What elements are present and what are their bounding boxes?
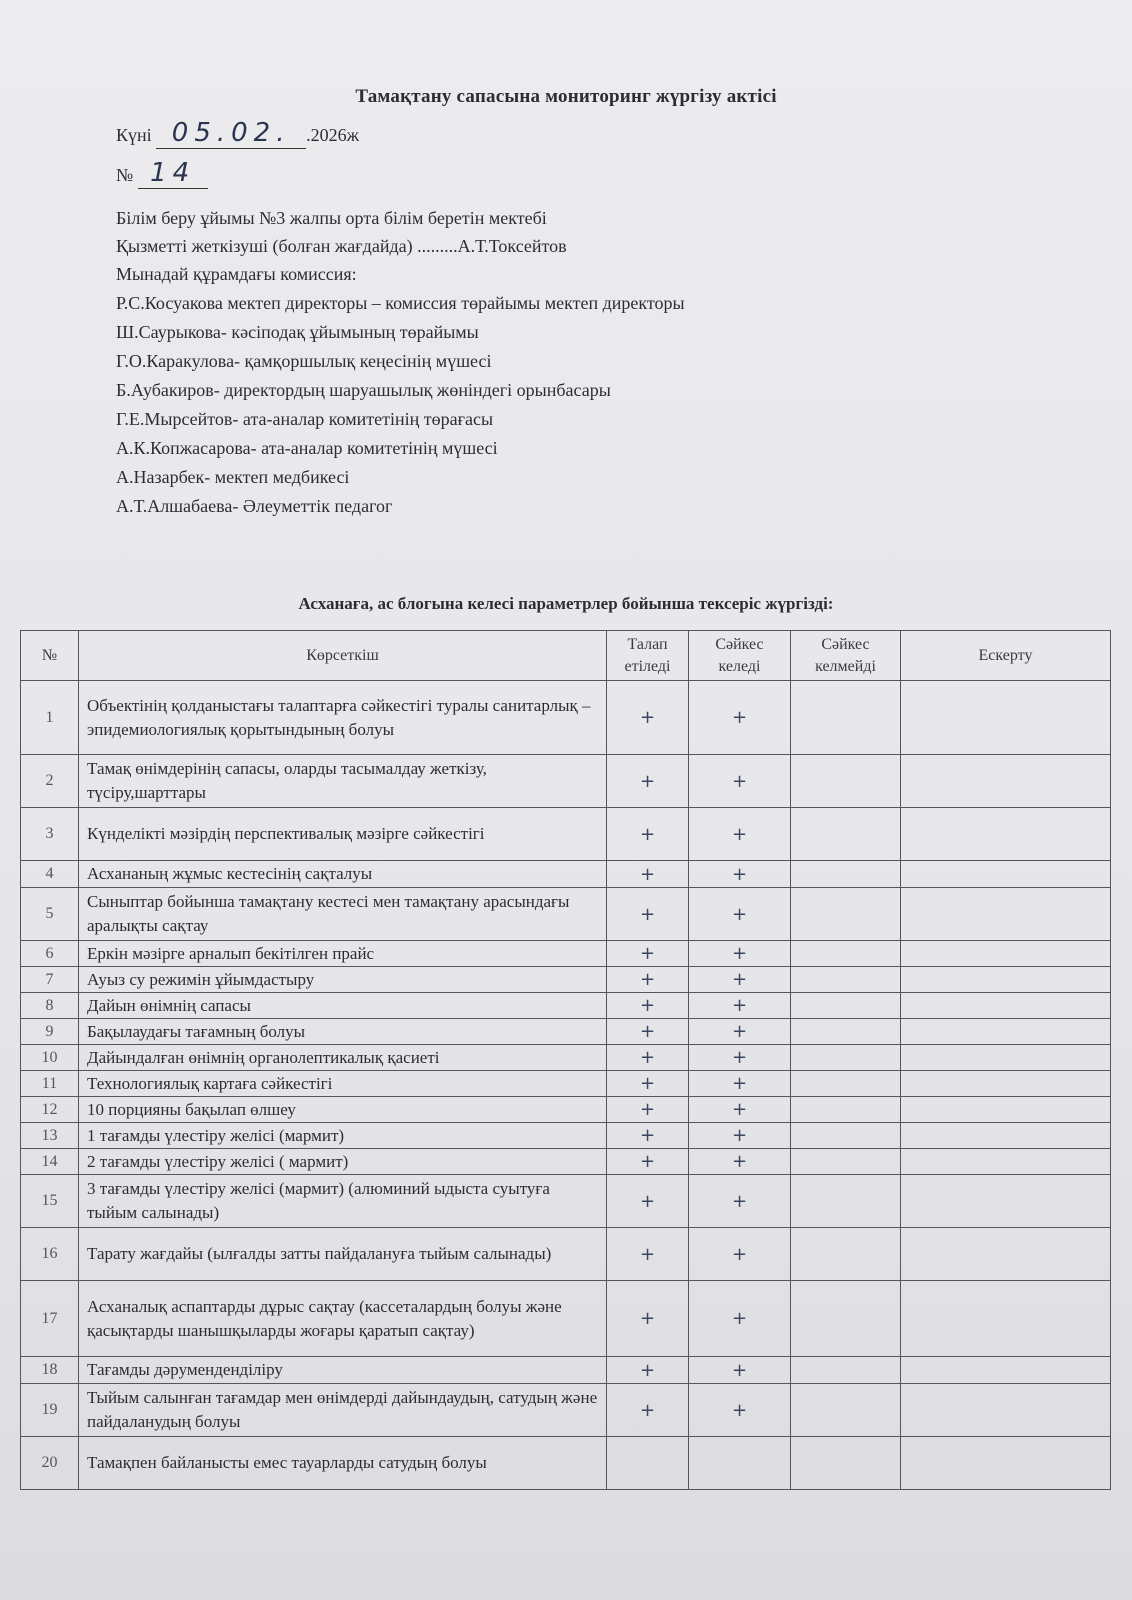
row-note [901,1228,1111,1281]
row-not-complies [791,1097,901,1123]
row-number: 15 [21,1175,79,1228]
number-value: 14 [138,158,208,189]
table-row [21,1045,1111,1071]
row-number: 16 [21,1228,79,1281]
table-row [21,1019,1111,1045]
row-required-mark: + [607,1175,689,1228]
date-label: Күні [116,125,152,145]
row-note [901,808,1111,861]
row-number: 2 [21,755,79,808]
row-required-mark: + [607,1149,689,1175]
row-indicator: Дайын өнімнің сапасы [79,993,607,1019]
row-complies-mark: + [689,1071,791,1097]
row-note [901,888,1111,941]
document-title: Тамақтану сапасына мониторинг жүргізу актісі [355,86,777,107]
row-number: 5 [21,888,79,941]
row-complies-mark: + [689,755,791,808]
row-not-complies [791,861,901,888]
row-not-complies [791,1281,901,1357]
header-indicator: Көрсеткіш [79,631,607,681]
table-row [21,1228,1111,1281]
row-indicator: Объектінің қолданыстағы талаптарға сәйкестігі туралы санитарлық – эпидемиологиялық қорытындының болуы [79,681,607,755]
table-row [21,1384,1111,1437]
row-required-mark: + [607,755,689,808]
row-required-mark: + [607,888,689,941]
row-complies-mark: + [689,1384,791,1437]
row-not-complies [791,808,901,861]
row-note [901,993,1111,1019]
header-num: № [21,631,79,681]
row-required-mark: + [607,1281,689,1357]
row-indicator: Технологиялық картаға сәйкестігі [79,1071,607,1097]
header-note: Ескерту [901,631,1111,681]
row-indicator: Күнделікті мәзірдің перспективалық мәзірге сәйкестігі [79,808,607,861]
row-indicator: 2 тағамды үлестіру желісі ( мармит) [79,1149,607,1175]
table-row [21,941,1111,967]
row-complies-mark [689,1437,791,1490]
row-not-complies [791,1175,901,1228]
row-not-complies [791,888,901,941]
row-indicator: Дайындалған өнімнің органолептикалық қасиеті [79,1045,607,1071]
header-not-complies: Сәйкес келмейді [791,631,901,681]
row-indicator: Асханалық аспаптарды дұрыс сақтау (кассеталардың болуы және қасықтарды шанышқыларды жоғары қаратып сақтау) [79,1281,607,1357]
table-row [21,681,1111,755]
row-note [901,1175,1111,1228]
table-row [21,808,1111,861]
row-note [901,1281,1111,1357]
commission-heading: Мынадай құрамдағы комиссия: [116,264,357,284]
row-number: 20 [21,1437,79,1490]
table-title: Асханаға, ас блогына келесі параметрлер бойынша тексеріс жүргізді: [298,594,834,613]
row-not-complies [791,1228,901,1281]
row-note [901,1384,1111,1437]
row-number: 1 [21,681,79,755]
row-not-complies [791,755,901,808]
row-note [901,755,1111,808]
commission-member: Г.Е.Мырсейтов- ата-аналар комитетінің төрағасы [116,409,494,429]
row-indicator: Тамақпен байланысты емес тауарларды сатудың болуы [79,1437,607,1490]
row-not-complies [791,993,901,1019]
table-row [21,1097,1111,1123]
row-complies-mark: + [689,1045,791,1071]
row-complies-mark: + [689,888,791,941]
row-note [901,861,1111,888]
row-indicator: Еркін мәзірге арналып бекітілген прайс [79,941,607,967]
commission-member: Г.О.Каракулова- қамқоршылық кеңесінің мүшесі [116,351,492,371]
row-number: 12 [21,1097,79,1123]
table-row [21,1123,1111,1149]
table-row [21,993,1111,1019]
row-not-complies [791,1071,901,1097]
row-number: 17 [21,1281,79,1357]
number-label: № [116,165,134,185]
table-row [21,888,1111,941]
row-note [901,1123,1111,1149]
row-required-mark: + [607,1097,689,1123]
row-not-complies [791,1437,901,1490]
row-required-mark: + [607,1228,689,1281]
row-required-mark: + [607,1384,689,1437]
row-required-mark: + [607,967,689,993]
row-required-mark: + [607,1019,689,1045]
row-number: 4 [21,861,79,888]
row-not-complies [791,1019,901,1045]
row-complies-mark: + [689,993,791,1019]
row-note [901,941,1111,967]
header-required: Талап етіледі [607,631,689,681]
row-required-mark: + [607,861,689,888]
table-row [21,1357,1111,1384]
row-number: 11 [21,1071,79,1097]
row-required-mark: + [607,993,689,1019]
header-complies: Сәйкес келеді [689,631,791,681]
row-indicator: Тағамды дәруменденділіру [79,1357,607,1384]
row-indicator: Сыныптар бойынша тамақтану кестесі мен тамақтану арасындағы аралықты сақтау [79,888,607,941]
date-suffix: .2026ж [306,125,360,145]
row-indicator: Тарату жағдайы (ылғалды затты пайдалануға тыйым салынады) [79,1228,607,1281]
row-complies-mark: + [689,1175,791,1228]
row-note [901,967,1111,993]
supplier-line: Қызметті жеткізуші (болған жағдайда) .........А.Т.Токсейтов [116,236,567,256]
row-note [901,1097,1111,1123]
row-number: 14 [21,1149,79,1175]
row-number: 9 [21,1019,79,1045]
number-line [116,158,208,189]
row-note [901,1071,1111,1097]
commission-member: А.Т.Алшабаева- Әлеуметтік педагог [116,496,393,516]
table-row [21,861,1111,888]
row-number: 13 [21,1123,79,1149]
row-complies-mark: + [689,1357,791,1384]
table-row [21,1437,1111,1490]
row-not-complies [791,1045,901,1071]
row-complies-mark: + [689,1123,791,1149]
inspection-table [20,630,1111,1490]
row-required-mark: + [607,1357,689,1384]
row-indicator: 3 тағамды үлестіру желісі (мармит) (алюминий ыдыста суытуға тыйым салынады) [79,1175,607,1228]
commission-member: Ш.Саурыкова- кәсіподақ ұйымының төрайымы [116,322,479,342]
row-required-mark: + [607,941,689,967]
commission-member: Р.С.Косуакова мектеп директоры – комиссия төрайымы мектеп директоры [116,293,685,313]
row-required-mark [607,1437,689,1490]
org-line: Білім беру ұйымы №3 жалпы орта білім беретін мектебі [116,208,547,228]
row-note [901,1437,1111,1490]
row-required-mark: + [607,1071,689,1097]
table-row [21,1071,1111,1097]
row-complies-mark: + [689,1149,791,1175]
row-required-mark: + [607,681,689,755]
row-complies-mark: + [689,967,791,993]
table-row [21,967,1111,993]
row-indicator: Ауыз су режимін ұйымдастыру [79,967,607,993]
row-not-complies [791,941,901,967]
row-complies-mark: + [689,1097,791,1123]
row-complies-mark: + [689,681,791,755]
row-complies-mark: + [689,861,791,888]
row-number: 18 [21,1357,79,1384]
row-not-complies [791,1357,901,1384]
row-indicator: 1 тағамды үлестіру желісі (мармит) [79,1123,607,1149]
row-number: 3 [21,808,79,861]
row-complies-mark: + [689,808,791,861]
row-indicator: 10 порцияны бақылап өлшеу [79,1097,607,1123]
row-indicator: Бақылаудағы тағамның болуы [79,1019,607,1045]
row-not-complies [791,1149,901,1175]
commission-member: Б.Аубакиров- директордың шаруашылық жөніндегі орынбасары [116,380,611,400]
row-not-complies [791,1384,901,1437]
table-row [21,755,1111,808]
row-number: 10 [21,1045,79,1071]
row-number: 6 [21,941,79,967]
commission-member: А.Назарбек- мектеп медбикесі [116,467,350,487]
row-complies-mark: + [689,1281,791,1357]
row-number: 7 [21,967,79,993]
table-row [21,1281,1111,1357]
row-note [901,1149,1111,1175]
row-note [901,1045,1111,1071]
row-required-mark: + [607,808,689,861]
row-number: 8 [21,993,79,1019]
row-complies-mark: + [689,1019,791,1045]
table-row [21,1149,1111,1175]
row-complies-mark: + [689,941,791,967]
commission-member: А.К.Копжасарова- ата-аналар комитетінің мүшесі [116,438,498,458]
row-required-mark: + [607,1045,689,1071]
table-header-row [21,631,1111,681]
table-row [21,1175,1111,1228]
row-not-complies [791,681,901,755]
row-number: 19 [21,1384,79,1437]
row-indicator: Тыйым салынған тағамдар мен өнімдерді дайындаудың, сатудың және пайдаланудың болуы [79,1384,607,1437]
row-not-complies [791,967,901,993]
date-line [116,118,359,149]
row-indicator: Асхананың жұмыс кестесінің сақталуы [79,861,607,888]
row-indicator: Тамақ өнімдерінің сапасы, оларды тасымалдау жеткізу, түсіру,шарттары [79,755,607,808]
row-required-mark: + [607,1123,689,1149]
row-complies-mark: + [689,1228,791,1281]
row-note [901,1019,1111,1045]
row-not-complies [791,1123,901,1149]
date-value: 05.02. [156,118,306,149]
row-note [901,1357,1111,1384]
row-note [901,681,1111,755]
